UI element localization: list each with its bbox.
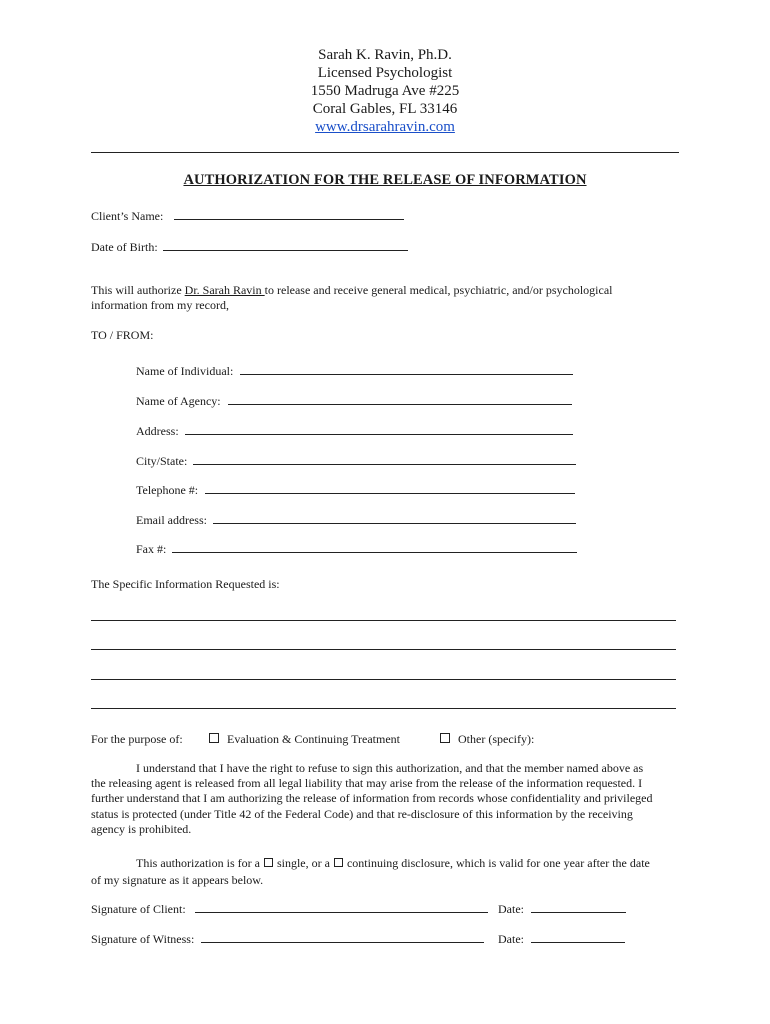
telephone-label: Telephone #:: [136, 483, 199, 497]
disclosure-text-start: This authorization is for a: [136, 856, 260, 870]
continuing-disclosure-label: continuing disclosure, which is valid for one year after the date: [346, 856, 650, 870]
disclosure-text-line2: of my signature as it appears below.: [91, 873, 264, 887]
address-row: [136, 423, 573, 439]
website-link[interactable]: www.drsarahravin.com: [315, 119, 455, 135]
purpose-label: For the purpose of:: [91, 732, 183, 746]
continuing-disclosure-checkbox[interactable]: [334, 858, 343, 867]
psychologist-title: Licensed Psychologist: [317, 65, 453, 81]
witness-signature-label: Signature of Witness:: [91, 932, 195, 946]
dob-field[interactable]: [163, 239, 408, 251]
city-state-row: [136, 453, 576, 469]
email-label: Email address:: [136, 513, 207, 527]
purpose-option-other[interactable]: [440, 732, 534, 747]
psychologist-name: Sarah K. Ravin, Ph.D.: [318, 47, 452, 63]
other-label: Other (specify):: [458, 732, 535, 746]
purpose-option-evaluation[interactable]: [209, 732, 400, 747]
authorize-text-end: to release and receive general medical, psychiatric, and/or psychological: [264, 283, 613, 297]
agency-label: Name of Agency:: [136, 394, 221, 408]
evaluation-checkbox[interactable]: [209, 733, 219, 743]
authorized-provider: Dr. Sarah Ravin: [184, 283, 265, 297]
letterhead: [0, 46, 770, 136]
client-date-field[interactable]: [531, 901, 626, 913]
individual-label: Name of Individual:: [136, 364, 234, 378]
agency-row: [136, 393, 572, 409]
individual-field[interactable]: [240, 363, 573, 375]
client-signature-label: Signature of Client:: [91, 902, 186, 916]
evaluation-label: Evaluation & Continuing Treatment: [227, 732, 400, 746]
other-checkbox[interactable]: [440, 733, 450, 743]
client-date-label: Date:: [498, 902, 524, 916]
witness-date-row: [498, 931, 625, 947]
specific-info-line-2[interactable]: [91, 649, 676, 650]
city-address: Coral Gables, FL 33146: [312, 101, 458, 117]
header-divider: [91, 152, 679, 153]
form-title: AUTHORIZATION FOR THE RELEASE OF INFORMATION: [183, 172, 587, 188]
city-state-label: City/State:: [136, 454, 188, 468]
understanding-line-3: further understand that I am authorizing the release of information from records whose confidentiality and privileged: [91, 791, 653, 806]
dob-label: Date of Birth:: [91, 240, 158, 254]
telephone-field[interactable]: [205, 482, 575, 494]
understanding-line-4: status is protected (under Title 42 of the Federal Code) and that re-disclosure of this information by the receiving: [91, 806, 633, 821]
disclosure-paragraph: [91, 855, 650, 889]
email-field[interactable]: [213, 512, 576, 524]
authorize-paragraph: [91, 283, 613, 313]
client-name-field[interactable]: [174, 208, 404, 220]
to-from-label: TO / FROM:: [91, 328, 154, 342]
witness-date-field[interactable]: [531, 931, 625, 943]
specific-info-line-3[interactable]: [91, 679, 676, 680]
specific-info-line-1[interactable]: [91, 620, 676, 621]
individual-row: [136, 363, 573, 379]
address-label: Address:: [136, 424, 179, 438]
fax-label: Fax #:: [136, 542, 167, 556]
understanding-line-5: agency is prohibited.: [91, 821, 192, 836]
fax-row: [136, 541, 577, 557]
single-disclosure-checkbox[interactable]: [264, 858, 273, 867]
witness-signature-row: [91, 931, 484, 947]
understanding-line-1: I understand that I have the right to refuse to sign this authorization, and that the member named above as: [136, 761, 644, 775]
client-name-label: Client’s Name:: [91, 209, 164, 223]
witness-signature-field[interactable]: [201, 931, 484, 943]
city-state-field[interactable]: [193, 453, 576, 465]
client-name-row: [91, 208, 404, 224]
specific-info-label: The Specific Information Requested is:: [91, 577, 280, 591]
understanding-line-2: the releasing agent is released from all legal liability that may arise from the release of the information requested. I: [91, 776, 643, 791]
client-signature-field[interactable]: [195, 901, 488, 913]
client-date-row: [498, 901, 626, 917]
dob-row: [91, 239, 408, 255]
address-field[interactable]: [185, 423, 573, 435]
single-disclosure-label: single, or a: [276, 856, 330, 870]
fax-field[interactable]: [172, 541, 577, 553]
understanding-paragraph: [91, 761, 691, 837]
authorize-text-line2: information from my record,: [91, 298, 229, 313]
telephone-row: [136, 482, 575, 498]
specific-info-line-4[interactable]: [91, 708, 676, 709]
agency-field[interactable]: [228, 393, 572, 405]
witness-date-label: Date:: [498, 932, 524, 946]
street-address: 1550 Madruga Ave #225: [310, 83, 460, 99]
email-row: [136, 512, 576, 528]
authorize-text-start: This will authorize: [91, 283, 185, 297]
client-signature-row: [91, 901, 488, 917]
